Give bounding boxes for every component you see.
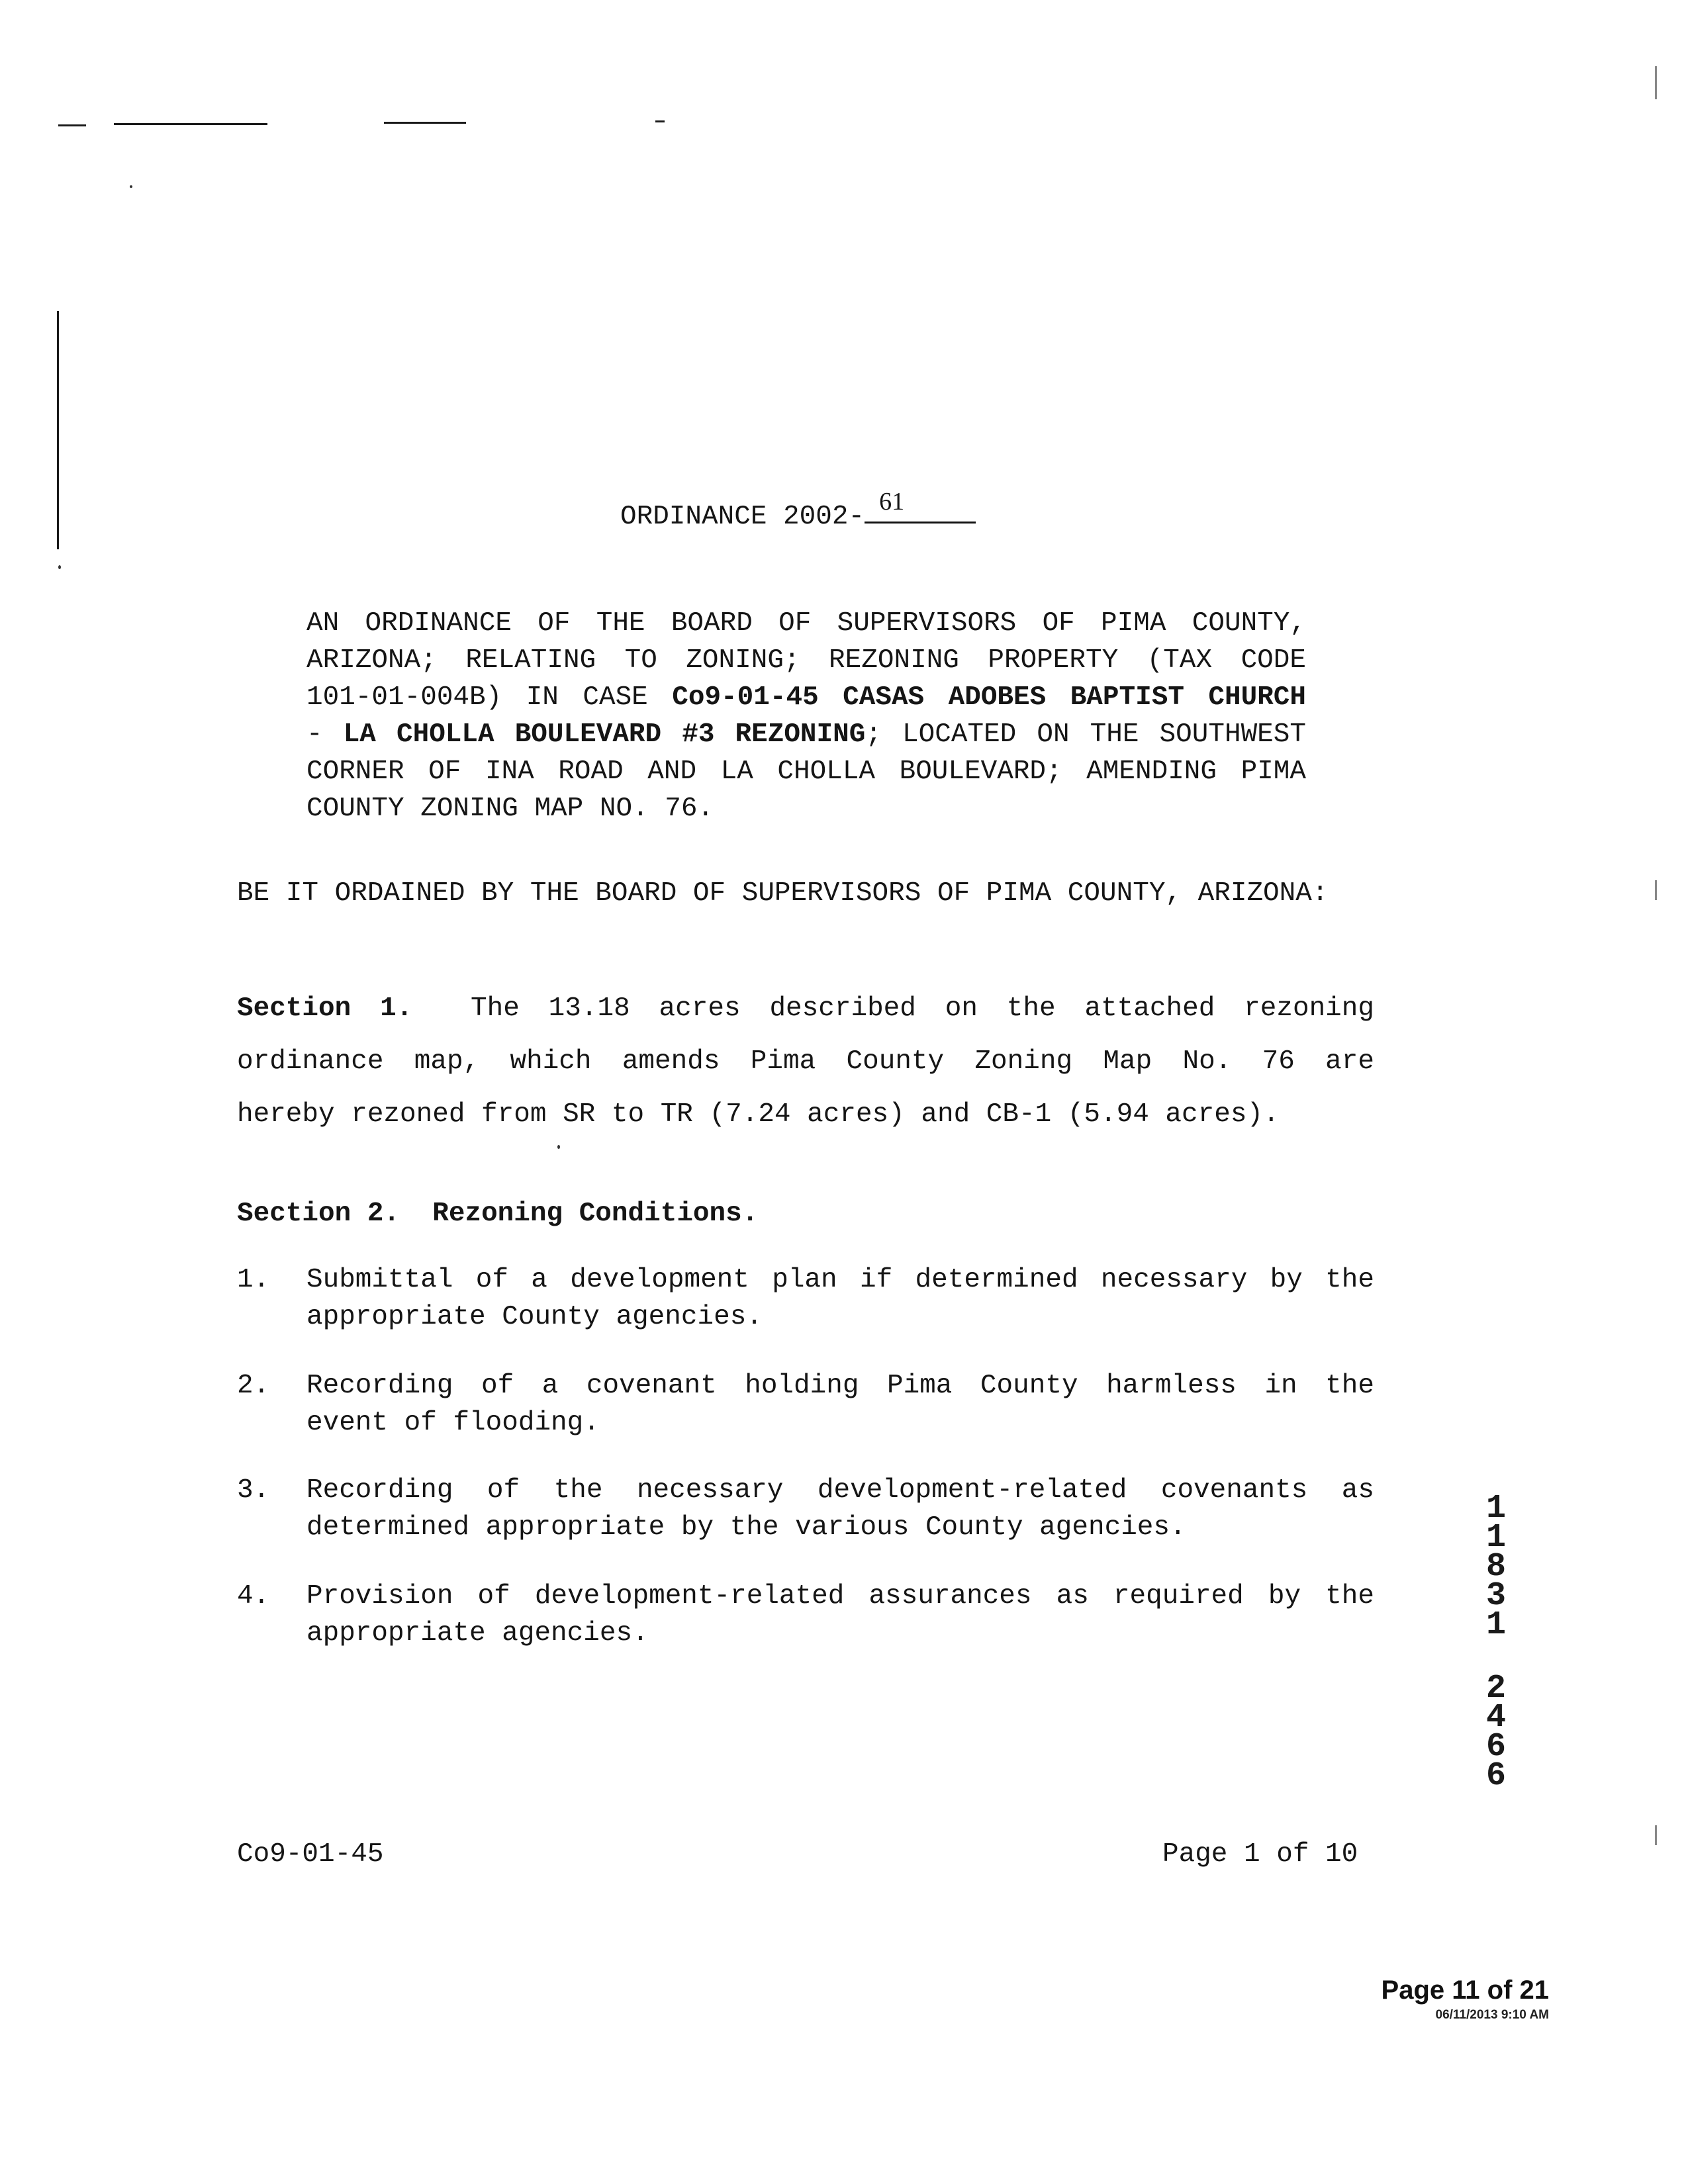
recording-digit: 6 <box>1485 1757 1506 1795</box>
condition-line: Recording of the necessary development-related covenants as <box>306 1475 1374 1506</box>
condition-item <box>306 1261 1374 1336</box>
condition-number: 4. <box>237 1581 270 1612</box>
ordinance-number-blank <box>865 488 976 523</box>
scan-mark <box>384 122 466 124</box>
condition-line: appropriate agencies. <box>306 1618 649 1649</box>
recording-stamp <box>1481 1490 1511 1795</box>
section-2-heading <box>237 1195 758 1232</box>
section-1-heading: Section 1. <box>237 993 413 1024</box>
ordained-clause: BE IT ORDAINED BY THE BOARD OF SUPERVISORS OF PIMA COUNTY, ARIZONA: <box>237 878 1329 909</box>
recording-digit: 1 <box>1485 1519 1506 1557</box>
section-2-label: Section 2. <box>237 1199 400 1229</box>
recording-digit: 2 <box>1485 1670 1506 1707</box>
recording-digit: 4 <box>1485 1699 1506 1737</box>
caption-line-suffix: ; LOCATED ON THE SOUTHWEST <box>865 719 1306 750</box>
margin-bar <box>57 311 59 549</box>
caption-line: ARIZONA; RELATING TO ZONING; REZONING PROPERTY (TAX CODE <box>306 645 1306 676</box>
recording-digit: 8 <box>1485 1548 1506 1586</box>
ordinance-title <box>620 488 976 535</box>
condition-line: Submittal of a development plan if determined necessary by the <box>306 1265 1374 1295</box>
footer-case-number: Co9-01-45 <box>237 1839 384 1870</box>
scan-mark <box>58 124 86 126</box>
section-1-line: hereby rezoned from SR to TR (7.24 acres) and CB-1 (5.94 acres). <box>237 1099 1280 1130</box>
caption-line-prefix: - <box>306 719 344 750</box>
footer-page-number: Page 1 of 10 <box>1162 1839 1358 1870</box>
caption-line <box>306 679 1306 716</box>
recording-digit: 1 <box>1485 1606 1506 1644</box>
caption-line: COUNTY ZONING MAP NO. 76. <box>306 794 714 824</box>
document-page-stamp: Page 11 of 21 <box>1381 1976 1549 2005</box>
scan-mark <box>114 123 267 125</box>
condition-item <box>306 1578 1374 1652</box>
recording-digit: 3 <box>1485 1577 1506 1615</box>
scan-mark <box>557 1145 560 1149</box>
condition-item <box>306 1367 1374 1441</box>
scan-mark <box>58 565 61 569</box>
caption-line: CORNER OF INA ROAD AND LA CHOLLA BOULEVARD; AMENDING PIMA <box>306 756 1306 787</box>
case-title: LA CHOLLA BOULEVARD #3 REZONING <box>343 719 866 750</box>
section-1 <box>237 982 1374 1141</box>
section-2-subheading: Rezoning Conditions. <box>432 1199 759 1229</box>
condition-line: event of flooding. <box>306 1408 600 1438</box>
caption-line-prefix: 101-01-004B) IN CASE <box>306 682 673 713</box>
condition-number: 3. <box>237 1475 270 1506</box>
scan-mark <box>1655 1825 1657 1845</box>
scan-mark <box>1655 880 1657 900</box>
scan-mark <box>655 120 665 122</box>
recording-digit: 1 <box>1485 1490 1506 1527</box>
condition-line: determined appropriate by the various County agencies. <box>306 1512 1186 1543</box>
caption-line: AN ORDINANCE OF THE BOARD OF SUPERVISORS OF PIMA COUNTY, <box>306 608 1306 639</box>
scan-mark <box>130 185 132 188</box>
section-1-line <box>237 982 1374 1035</box>
recording-digit: 6 <box>1485 1728 1506 1766</box>
condition-line: Recording of a covenant holding Pima County harmless in the <box>306 1371 1374 1401</box>
ordinance-caption <box>306 605 1306 827</box>
case-name: Co9-01-45 CASAS ADOBES BAPTIST CHURCH <box>672 682 1306 713</box>
condition-line: Provision of development-related assurances as required by the <box>306 1581 1374 1612</box>
condition-number: 2. <box>237 1371 270 1401</box>
section-1-line: ordinance map, which amends Pima County Zoning Map No. 76 are <box>237 1046 1374 1077</box>
section-1-text: The 13.18 acres described on the attached rezoning <box>471 993 1374 1024</box>
ordinance-title-prefix: ORDINANCE 2002- <box>620 502 865 532</box>
condition-number: 1. <box>237 1265 270 1295</box>
document-date-stamp: 06/11/2013 9:10 AM <box>1435 2008 1549 2022</box>
ordinance-number: 61 <box>879 488 905 516</box>
caption-line <box>306 716 1306 753</box>
scan-mark <box>1655 66 1657 99</box>
condition-line: appropriate County agencies. <box>306 1302 763 1332</box>
condition-item <box>306 1472 1374 1546</box>
